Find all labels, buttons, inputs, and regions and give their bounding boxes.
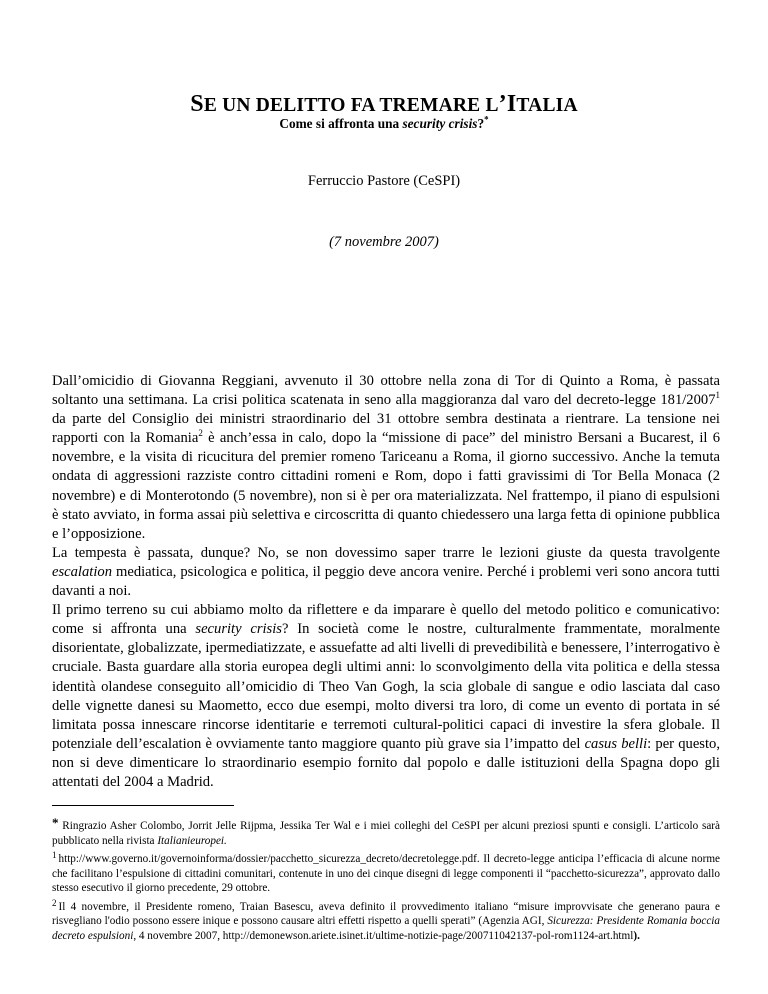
italic-term: casus belli xyxy=(584,735,648,752)
title-capital-i: I xyxy=(506,91,517,117)
footnote-ref-2: 2 xyxy=(198,428,203,439)
italic-term: security crisis xyxy=(195,621,282,638)
subtitle-question-mark: ? xyxy=(477,116,485,131)
footnote-star xyxy=(52,816,720,848)
article-body xyxy=(52,372,720,792)
footnote-1 xyxy=(52,848,720,896)
footnote-ref-1: 1 xyxy=(715,390,720,401)
footnote-text: Ringrazio Asher Colombo, Jorrit Jelle Rijpma, Jessika Ter Wal e i miei colleghi del CeSPI per alcuni preziosi spunti e consigli. L’articolo sarà pubblicato nella rivista xyxy=(52,820,720,847)
title-apostrophe: ’ xyxy=(498,91,507,117)
author-line: Ferruccio Pastore (CeSPI) xyxy=(307,173,461,189)
footnote-text: , 4 novembre 2007, http://demonewson.ariete.isinet.it/ultime-notizie-page/200711042137-pol-rom1124-art.html xyxy=(133,929,634,942)
paragraph-text: ? In società come le nostre, culturalmente frammentate, moralmente disorientate, globalizzate, ipermediatizzate, e assuefatte ad alti livelli di prevedibilità e benessere, l’interrogativo è cruciale. Basta guardare alla storia europea degli ultimi anni: lo sconvolgimento della vita politica e della stessa identità olandese conseguito all’omicidio di Theo Van Gogh, la scia globale di sangue e odio lasciata dal caso delle vignette danesi su Maometto, ecco due esempi, molto diversi tra loro, di come un evento di portata in sé limitata possa innescare rincorse identitarie e terremoti cultural-politici capaci di investire la sfera globale. Il potenziale dell’escalation è ovviamente tanto maggiore quanto più grave sia l’impatto del xyxy=(52,621,721,752)
subtitle-text: Come si affronta una xyxy=(279,116,403,131)
italic-term: escalation xyxy=(52,563,112,580)
footnotes xyxy=(52,816,720,943)
paragraph-text: La tempesta è passata, dunque? No, se non dovessimo saper trarre le lezioni giuste da questa travolgente xyxy=(52,544,720,561)
footnote-marker: * xyxy=(52,815,59,830)
footnote-text: ). xyxy=(633,929,640,942)
paragraph-1 xyxy=(52,372,720,544)
paragraph-text: Dall’omicidio di Giovanna Reggiani, avvenuto il 30 ottobre nella zona di Tor di Quinto a Roma, è passata soltanto una settimana. La crisi politica scatenata in seno alla maggioranza dal varo del decreto-legge 181/2007 xyxy=(52,373,720,409)
article-title xyxy=(0,91,768,118)
paragraph-text: : per questo, non si deve dimenticare lo straordinario esempio fornito dal popolo e dalle istituzioni della Spagna dopo gli attentati del 2004 a Madrid. xyxy=(52,735,720,790)
paragraph-text: Il primo terreno su cui abbiamo molto da riflettere e da imparare è quello del metodo politico e comunicativo: come si affronta una xyxy=(52,602,720,638)
footnote-text: Il 4 novembre, il Presidente romeno, Traian Basescu, aveva definito il provvedimento italiano “misure improvvisate che generano paura e risvegliano l'odio possono essere inique e possono causare altri effetti rispetto a quelli sperati” (Agenzia AGI, xyxy=(52,900,720,927)
paragraph-2 xyxy=(52,544,720,601)
footnote-number: 2 xyxy=(52,897,57,908)
date-line: (7 novembre 2007) xyxy=(329,234,439,250)
paragraph-text: mediatica, psicologica e politica, il peggio deve ancora venire. Perché i problemi veri sono ancora tutti davanti a noi. xyxy=(52,563,720,600)
paragraph-text: da parte del Consiglio dei ministri straordinario del 31 ottobre sembra destinata a rientrare. La tensione nei rapporti con la Romania xyxy=(52,411,720,447)
footnote-marker: * xyxy=(484,114,489,125)
subtitle-italic: security crisis xyxy=(402,116,478,131)
footnote-text: http://www.governo.it/governoinforma/dossier/pacchetto_sicurezza_decreto/decretolegge.pdf. Il decreto-legge anticipa l’efficacia di alcune norme che facilitano l’espulsione di cittadini comunitari, contenute in uno dei cinque disegni di legge componenti il “pacchetto-sicurezza”, approvato dallo stesso esecutivo il giorno precedente, 29 ottobre. xyxy=(52,853,720,894)
footnote-number: 1 xyxy=(52,850,57,860)
article-subtitle xyxy=(0,116,768,132)
footnote-2 xyxy=(52,896,720,944)
italic-term: Sicurezza: Presidente Romania boccia decreto espulsioni xyxy=(52,915,720,942)
title-initial: S xyxy=(190,91,204,117)
title-end: TALIA xyxy=(516,95,578,116)
paragraph-3 xyxy=(52,601,720,792)
title-text: E UN DELITTO FA TREMARE L xyxy=(203,95,499,116)
footnote-separator xyxy=(52,805,234,806)
paragraph-text: è anch’essa in calo, dopo la “missione di pace” del ministro Bersani a Bucarest, il 6 novembre, e la visita di ricucitura del premier romeno Tariceanu a Roma, il giorno successivo. Anche la temuta ondata di aggressioni razziste contro cittadini romeni e Rom, dopo i fatti gravissimi di Tor Bella Monaca (2 novembre) e di Monterotondo (5 novembre), non si è per ora materializzata. Nel frattempo, il piano di espulsioni è stato avviato, in forma assai più selettiva e circoscritta di quanto chiedessero una larga fetta di opinione pubblica e l’opposizione. xyxy=(52,430,720,542)
italic-term: Italianieuropei. xyxy=(157,834,227,847)
